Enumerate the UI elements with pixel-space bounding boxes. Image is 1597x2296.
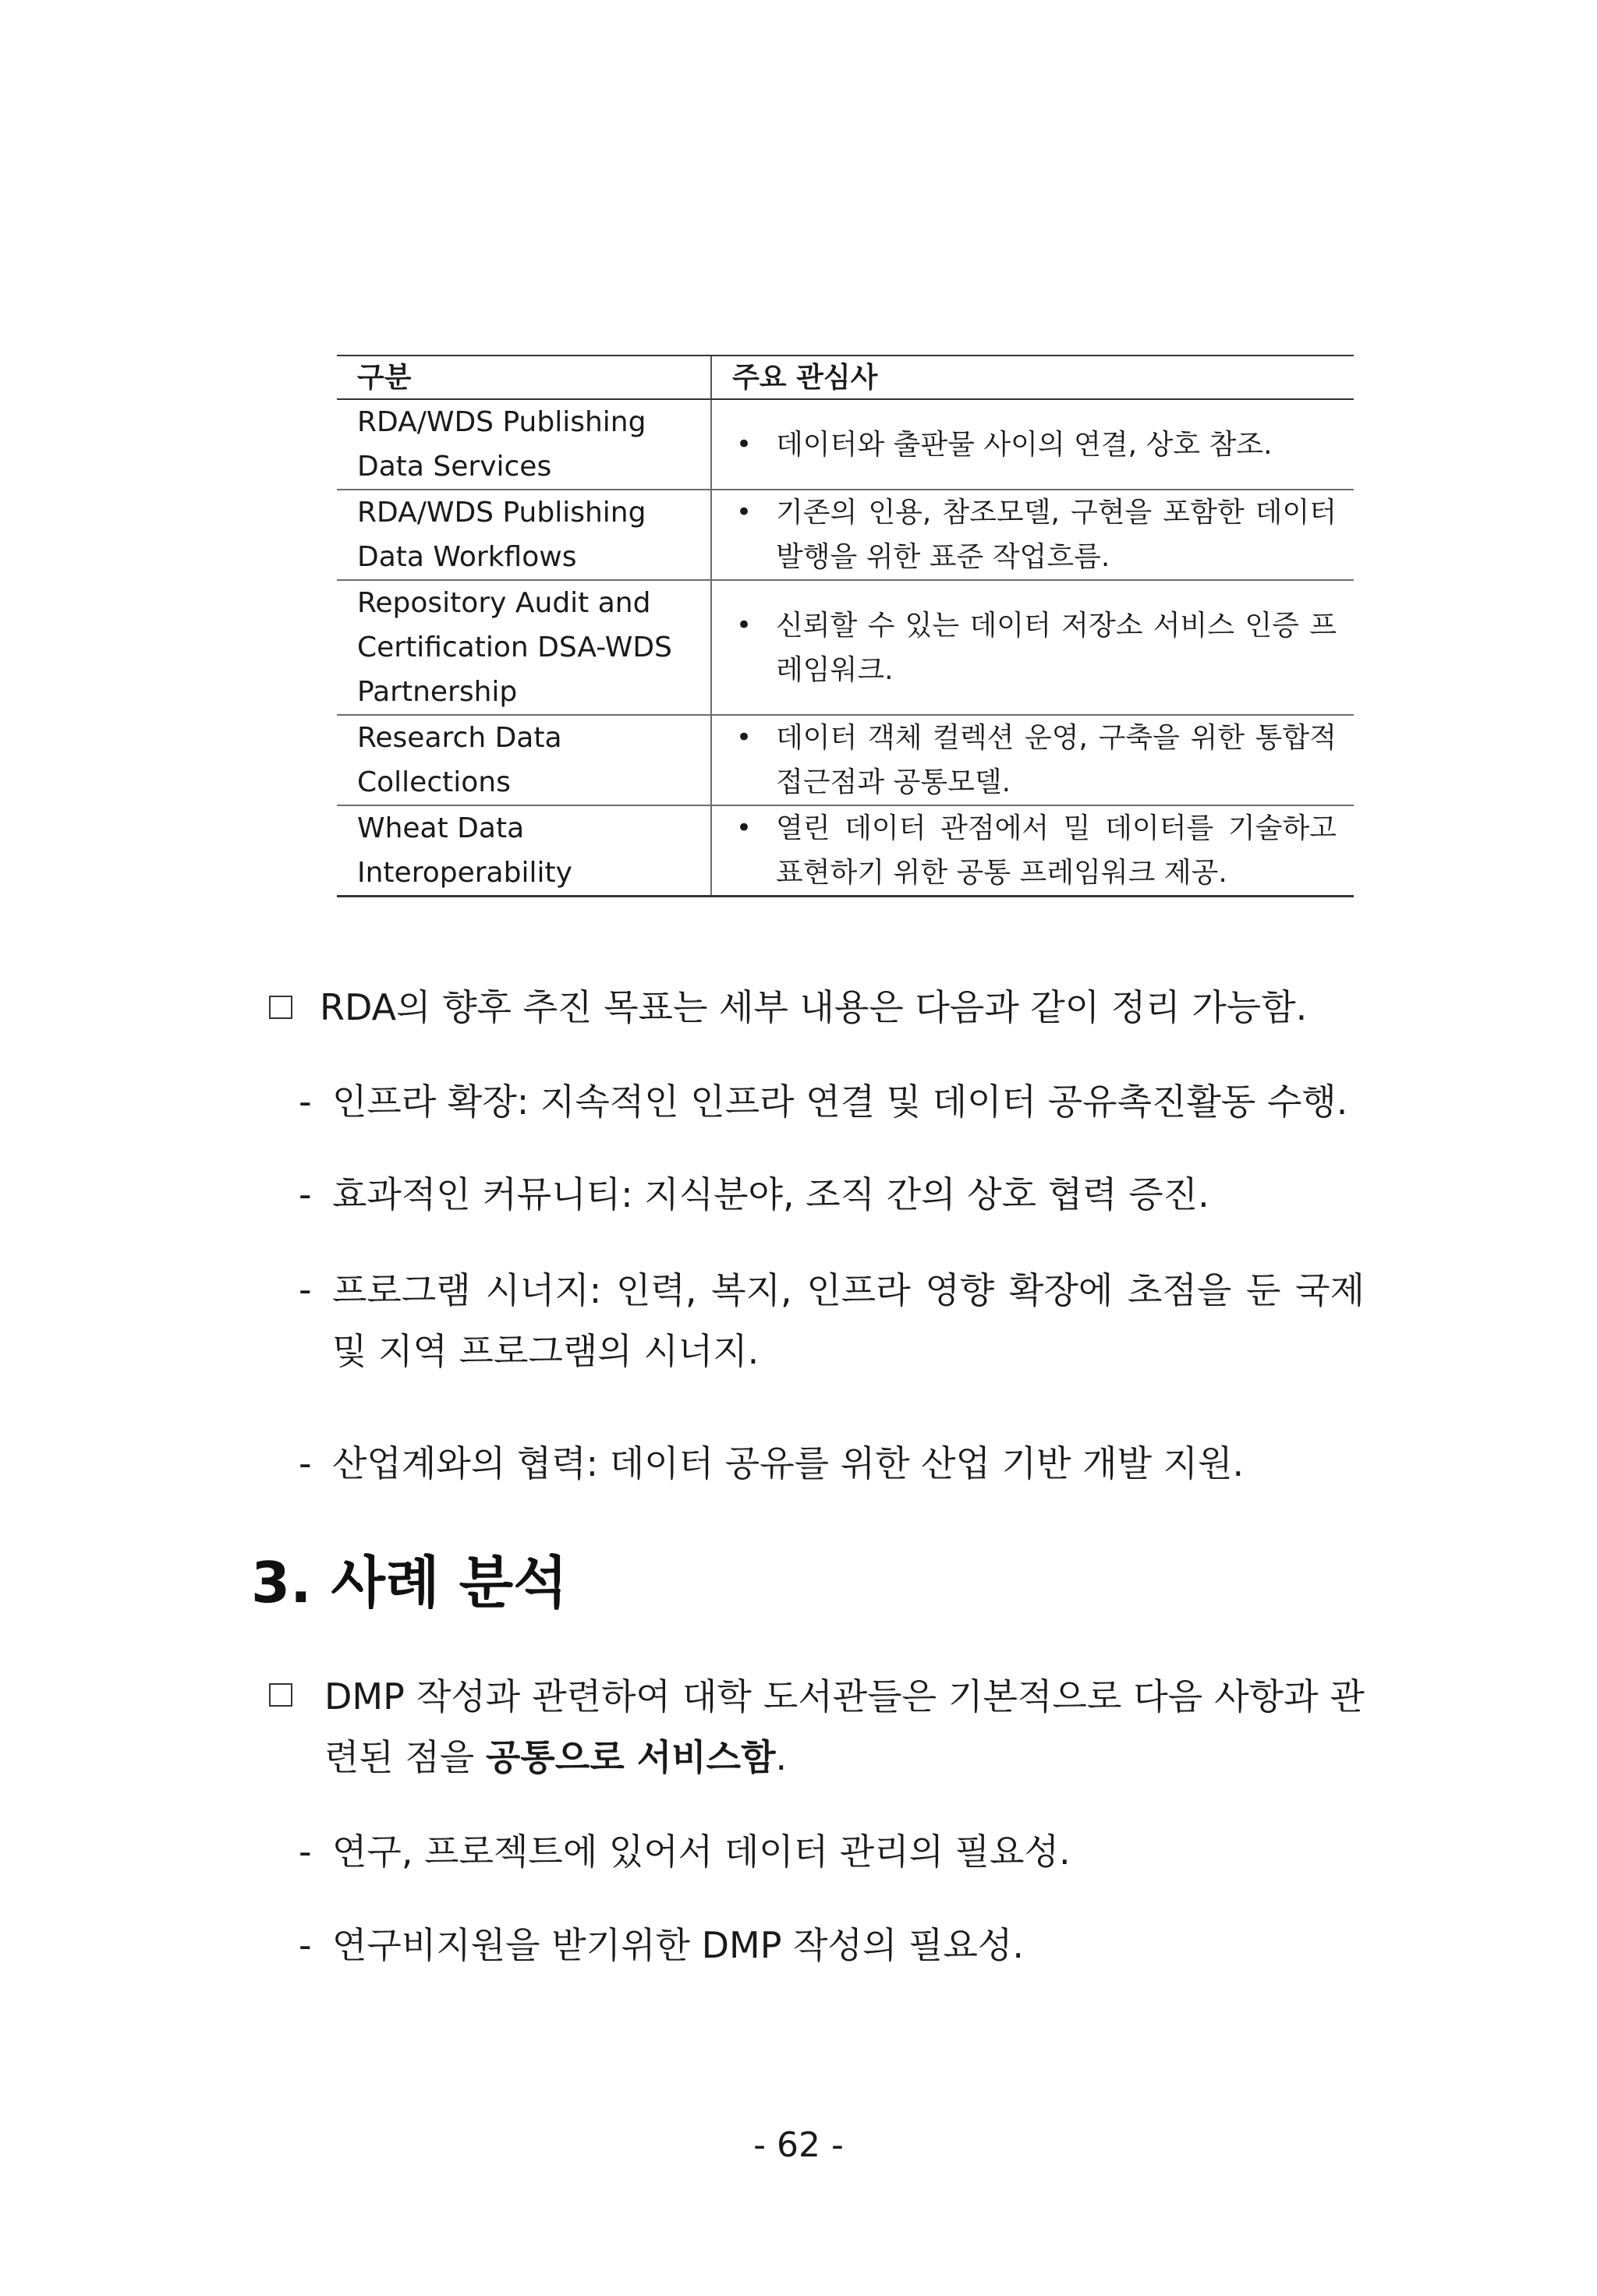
table-cell-name: RDA/WDS Publishing Data Workflows — [337, 490, 711, 580]
table-cell-desc — [711, 715, 1354, 805]
table-cell-name: RDA/WDS Publishing Data Services — [337, 399, 711, 490]
table-cell-name: Research Data Collections — [337, 715, 711, 805]
table-row — [337, 805, 1354, 897]
interest-groups-table — [337, 355, 1354, 897]
table-cell-desc-text: 기존의 인용, 참조모델, 구현을 포함한 데이터 발행을 위한 표준 작업흐름. — [776, 497, 1337, 573]
bullet-icon: • — [735, 812, 752, 844]
table-cell-desc-text: 열린 데이터 관점에서 밀 데이터를 기술하고 표현하기 위한 공통 프레임워크 제공. — [776, 812, 1337, 889]
table-row — [337, 715, 1354, 805]
table-cell-desc — [711, 580, 1354, 715]
table-row — [337, 399, 1354, 490]
dash-marker: - — [299, 1442, 312, 1484]
table-cell-desc — [711, 399, 1354, 490]
table-cell-desc-text: 데이터와 출판물 사이의 연결, 상호 참조. — [776, 428, 1273, 461]
bullet-icon: • — [735, 497, 752, 528]
section2-intro-text: DMP 작성과 관련하여 대학 도서관들은 기본적으로 다음 사항과 관련된 점을 — [324, 1675, 1365, 1778]
bullet-icon: • — [735, 722, 752, 753]
section2-intro-end: . — [775, 1736, 788, 1778]
page-number: - 62 - — [753, 2125, 844, 2165]
table-cell-desc — [711, 490, 1354, 580]
checkbox-square-icon — [269, 996, 292, 1019]
section2-intro — [324, 1666, 1365, 1788]
table-cell-desc — [711, 805, 1354, 897]
bullet-icon: • — [735, 428, 752, 460]
table-row — [337, 580, 1354, 715]
section1-item-3: 프로그램 시너지: 인력, 복지, 인프라 영향 확장에 초점을 둔 국제 및 지역 프로그램의 시너지. — [332, 1269, 1365, 1372]
section2-intro-bold: 공통으로 서비스함 — [486, 1736, 776, 1778]
table-cell-desc-text: 신뢰할 수 있는 데이터 저장소 서비스 인증 프레임워크. — [776, 609, 1337, 686]
dash-marker: - — [299, 1268, 312, 1311]
section2-item-2: 연구비지원을 받기위한 DMP 작성의 필요성. — [332, 1924, 1024, 1966]
checkbox-square-icon — [269, 1683, 292, 1707]
table-header-category: 구분 — [337, 356, 711, 399]
table-cell-desc-text: 데이터 객체 컬렉션 운영, 구축을 위한 통합적 접근점과 공통모델. — [776, 722, 1337, 798]
section1-item-4: 산업계와의 협력: 데이터 공유를 위한 산업 기반 개발 지원. — [332, 1442, 1245, 1484]
table-header-row — [337, 356, 1354, 399]
dash-marker: - — [299, 1081, 312, 1123]
table-row — [337, 490, 1354, 580]
table-cell-name: Wheat Data Interoperability — [337, 805, 711, 897]
section1-item-2: 효과적인 커뮤니티: 지식분야, 조직 간의 상호 협력 증진. — [332, 1173, 1209, 1215]
table-header-interest: 주요 관심사 — [711, 356, 1354, 399]
section2-item-1: 연구, 프로젝트에 있어서 데이터 관리의 필요성. — [332, 1831, 1071, 1873]
section1-item-1: 인프라 확장: 지속적인 인프라 연결 및 데이터 공유촉진활동 수행. — [332, 1081, 1348, 1123]
dash-marker: - — [299, 1173, 312, 1215]
section-heading: 3. 사례 분석 — [251, 1550, 568, 1615]
table-cell-name: Repository Audit and Certification DSA-WDS Partnership — [337, 580, 711, 715]
section1-intro: RDA의 향후 추진 목표는 세부 내용은 다음과 같이 정리 가능함. — [320, 986, 1308, 1028]
dash-marker: - — [299, 1831, 312, 1873]
dash-marker: - — [299, 1924, 312, 1966]
bullet-icon: • — [735, 609, 752, 641]
